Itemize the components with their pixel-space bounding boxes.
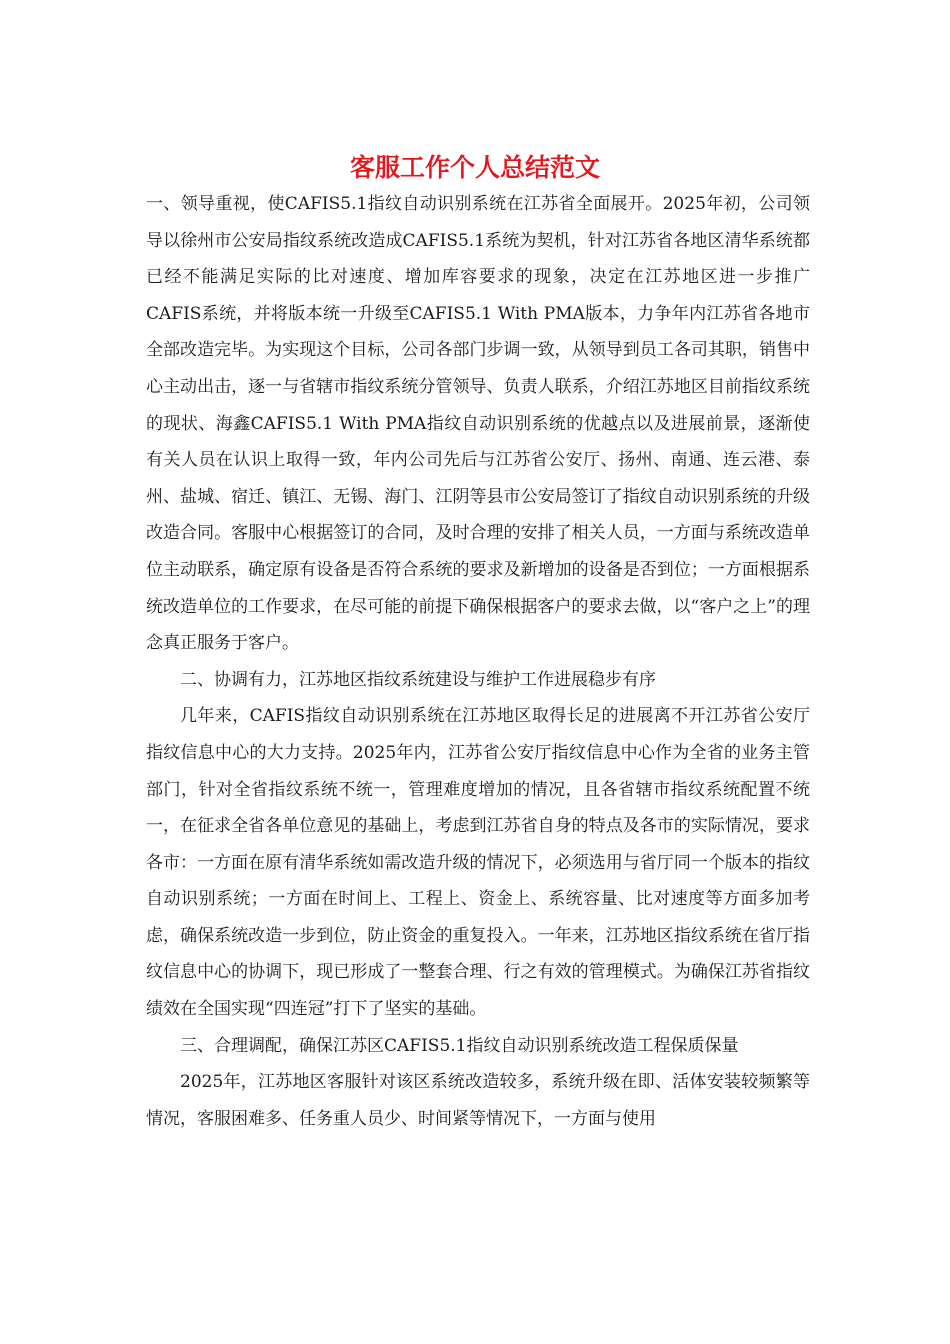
paragraph-3: 2025年，江苏地区客服针对该区系统改造较多，系统升级在即、活体安装较频繁等情况，客服困难多、任务重人员少、时间紧等情况下，一方面与使用 [146,1072,810,1129]
paragraph-2: 几年来，CAFIS指纹自动识别系统在江苏地区取得长足的进展离不开江苏省公安厅指纹信息中心的大力支持。2025年内，江苏省公安厅指纹信息中心作为全省的业务主管部门，针对全省指纹系统不统一，管理难度增加的情况，且各省辖市指纹系统配置不统一，在征求全省各单位意见的基础上，考虑到江苏省自身的特点及各市的实际情况，要求各市：一方面在原有清华系统如需改造升级的情况下，必须选用与省厅同一个版本的指纹自动识别系统；一方面在时间上、工程上、资金上、系统容量、比对速度等方面多加考虑，确保系统改造一步到位，防止资金的重复投入。一年来，江苏地区指纹系统在省厅指纹信息中心的协调下，现已形成了一整套合理、行之有效的管理模式。为确保江苏省指纹绩效在全国实现“四连冠”打下了坚实的基础。 [146,706,810,1020]
document-title: 客服工作个人总结范文 [349,153,600,182]
section-heading-2: 二、协调有力，江苏地区指纹系统建设与维护工作进展稳步有序 [180,669,656,690]
paragraph-1: 一、领导重视，使CAFIS5.1指纹自动识别系统在江苏省全面展开。2025年初，公司领导以徐州市公安局指纹系统改造成CAFIS5.1系统为契机，针对江苏省各地区清华系统都已经不能满足实际的比对速度、增加库容要求的现象，决定在江苏地区进一步推广CAFIS系统，并将版本统一升级至CAFIS5.1 With PMA版本，力争年内江苏省各地市全部改造完毕。为实现这个目标，公司各部门步调一致，从领导到员工各司其职，销售中心主动出击，逐一与省辖市指纹系统分管领导、负责人联系，介绍江苏地区目前指纹系统的现状、海鑫CAFIS5.1 With PMA指纹自动识别系统的优越点以及进展前景，逐渐使有关人员在认识上取得一致，年内公司先后与江苏省公安厅、扬州、南通、连云港、泰州、盐城、宿迁、镇江、无锡、海门、江阴等县市公安局签订了指纹自动识别系统的升级改造合同。客服中心根据签订的合同，及时合理的安排了相关人员，一方面与系统改造单位主动联系，确定原有设备是否符合系统的要求及新增加的设备是否到位；一方面根据系统改造单位的工作要求，在尽可能的前提下确保根据客户的要求去做，以“客户之上”的理念真正服务于客户。 [146,194,810,654]
section-heading-3: 三、合理调配，确保江苏区CAFIS5.1指纹自动识别系统改造工程保质保量 [180,1035,739,1056]
document-body [146,186,810,1137]
